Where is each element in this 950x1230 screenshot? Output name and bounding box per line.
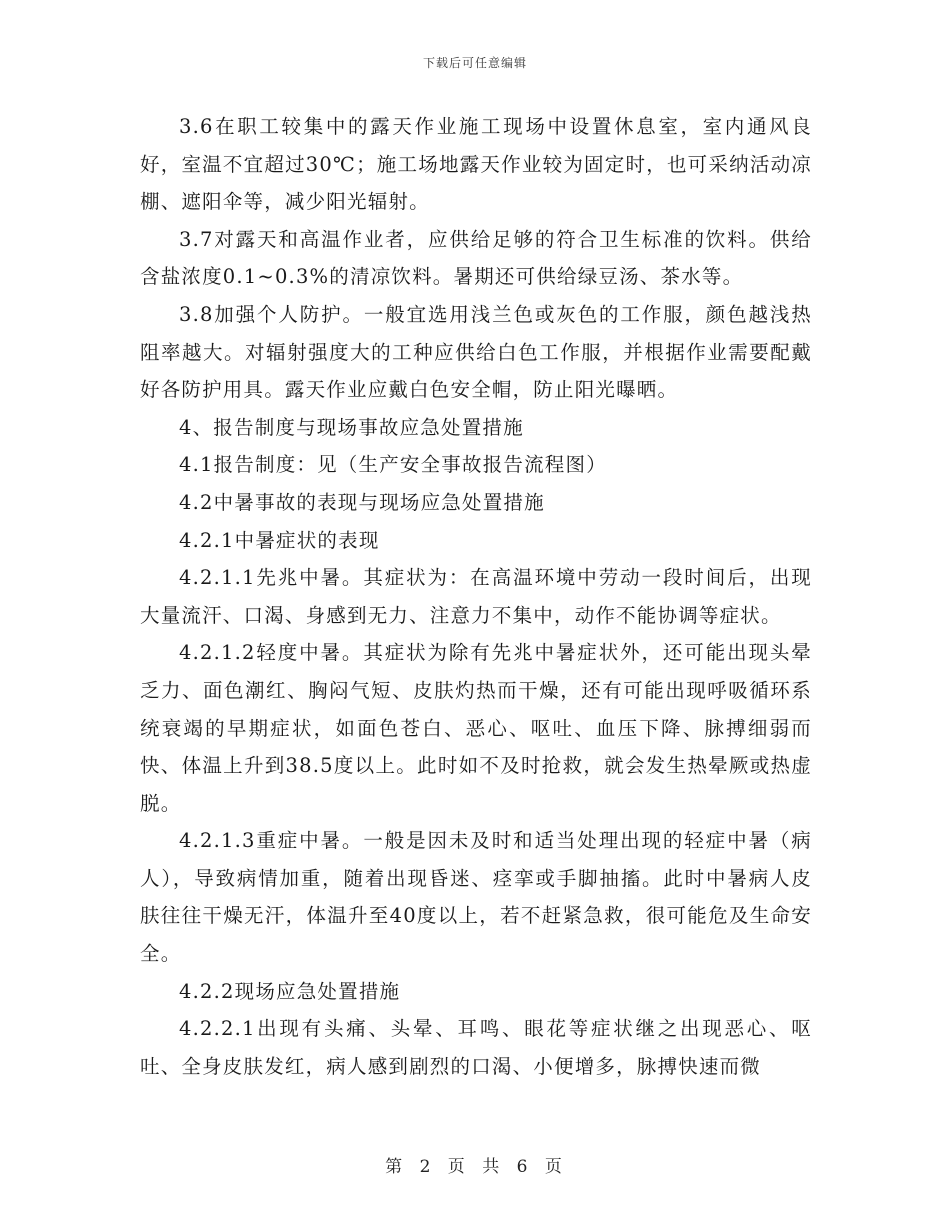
- section-heading-4: 4、报告制度与现场事故应急处置措施: [179, 415, 524, 439]
- heading-4-2-2: 4.2.2现场应急处置措施: [179, 979, 401, 1003]
- paragraph-3-8: 3.8加强个人防护。一般宜选用浅兰色或灰色的工作服，颜色越浅热阻率越大。对辐射强度大的工种应供给白色工作服，并根据作业需要配戴好各防护用具。露天作业应戴白色安全帽，防止阳光曝晒。: [140, 302, 812, 402]
- paragraph-4-1: 4.1报告制度：见（生产安全事故报告流程图）: [179, 453, 607, 477]
- paragraph-3-7: 3.7对露天和高温作业者，应供给足够的符合卫生标准的饮料。供给含盐浓度0.1~0.3%的清凉饮料。暑期还可供给绿豆汤、茶水等。: [140, 227, 812, 289]
- paragraph-3-6: 3.6在职工较集中的露天作业施工现场中设置休息室，室内通风良好，室温不宜超过30℃；施工场地露天作业较为固定时，也可采纳活动凉棚、遮阳伞等，减少阳光辐射。: [140, 115, 812, 214]
- heading-4-2-1: 4.2.1中暑症状的表现: [179, 528, 380, 552]
- paragraph-4-2-2-1: 4.2.2.1出现有头痛、头晕、耳鸣、眼花等症状继之出现恶心、呕吐、全身皮肤发红，病人感到剧烈的口渴、小便增多，脉搏快速而微: [140, 1017, 812, 1078]
- page-header: 下载后可任意编辑: [422, 56, 527, 70]
- paragraph-4-2-1-3: 4.2.1.3重症中暑。一般是因未及时和适当处理出现的轻症中暑（病人），导致病情加重，随着出现昏迷、痉挛或手脚抽搐。此时中暑病人皮肤往往干燥无汗，体温升至40度以上，若不赶紧急救，很可能危及生命安全。: [140, 829, 812, 966]
- paragraph-4-2-1-1: 4.2.1.1先兆中暑。其症状为：在高温环境中劳动一段时间后，出现大量流汗、口渴、身感到无力、注意力不集中，动作不能协调等症状。: [140, 566, 812, 627]
- page-number-footer: 第 2 页 共 6 页: [385, 1157, 565, 1177]
- paragraph-4-2-1-2: 4.2.1.2轻度中暑。其症状为除有先兆中暑症状外，还可能出现头晕乏力、面色潮红、胸闷气短、皮肤灼热而干燥，还有可能出现呼吸循环系统衰竭的早期症状，如面色苍白、恶心、呕吐、血压下降、脉搏细弱而快、体温上升到38.5度以上。此时如不及时抢救，就会发生热晕厥或热虚脱。: [140, 641, 812, 815]
- document-body: [140, 108, 812, 1085]
- heading-4-2: 4.2中暑事故的表现与现场应急处置措施: [179, 490, 545, 514]
